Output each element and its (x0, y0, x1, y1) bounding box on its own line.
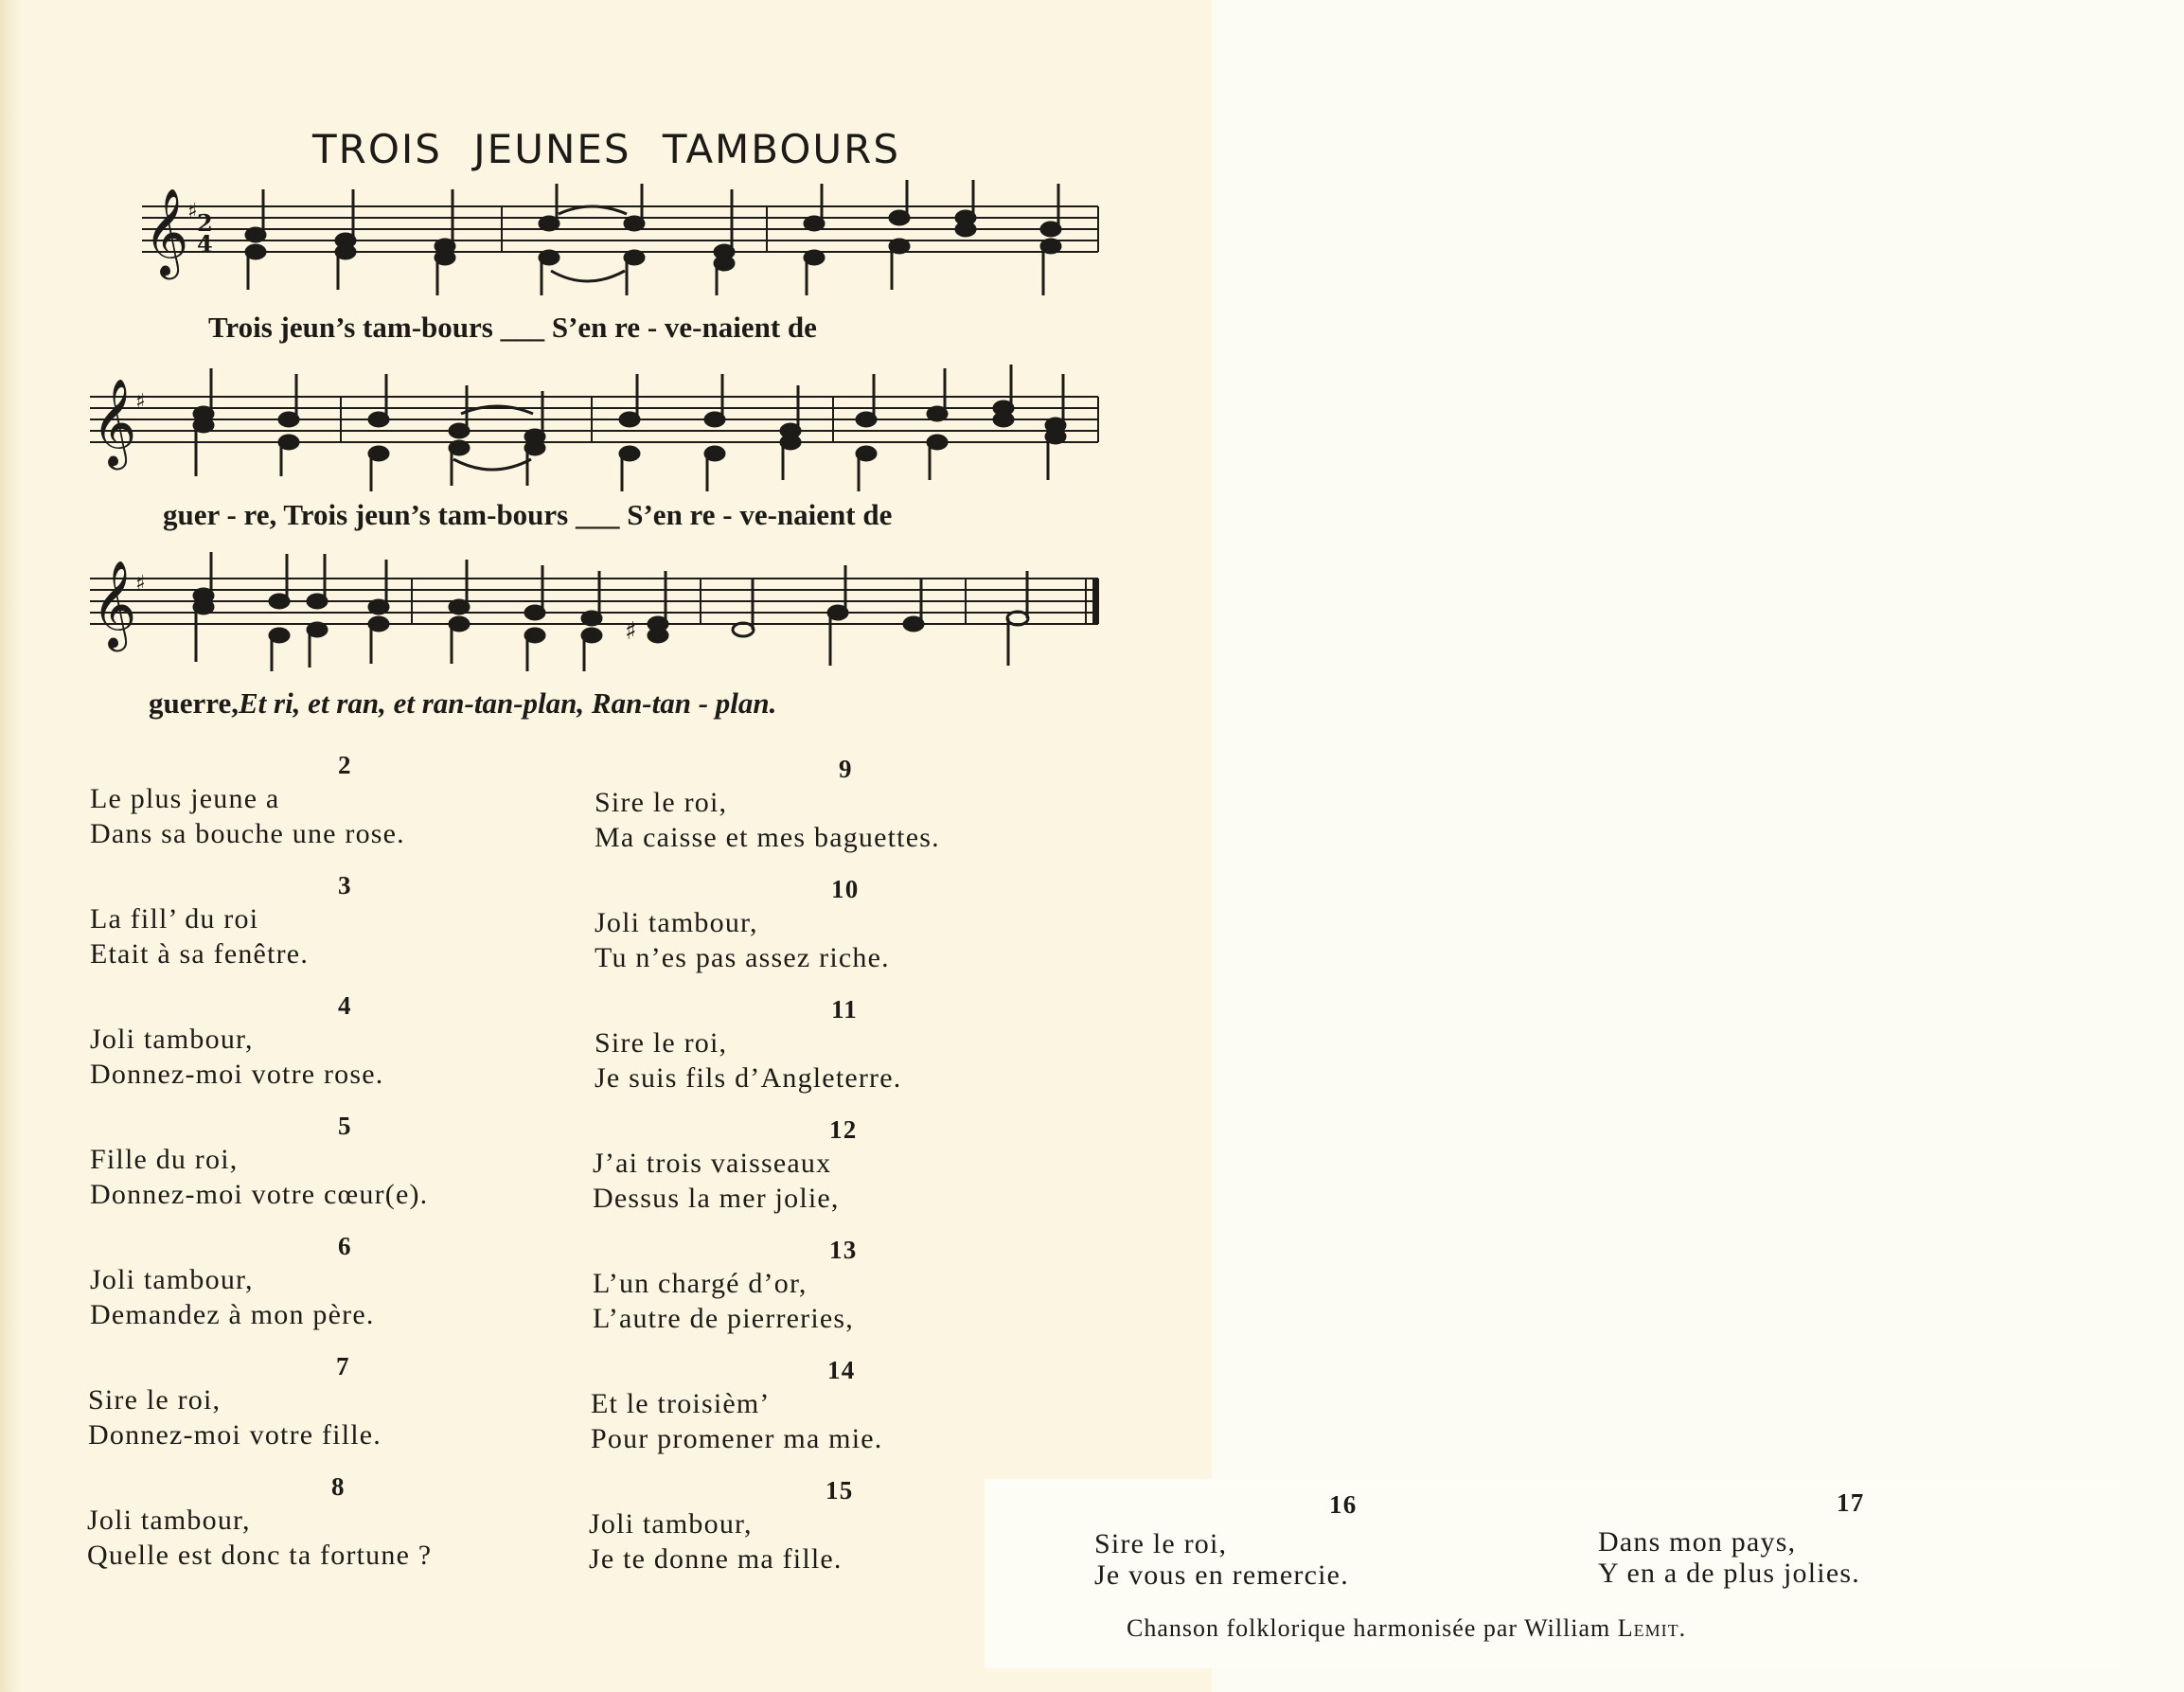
stanza-number: 13 (829, 1236, 858, 1264)
stanza-line: Donnez-moi votre cœur(e). (90, 1179, 429, 1210)
stanza-10 (595, 875, 890, 975)
svg-text:♯: ♯ (135, 390, 146, 414)
stanza-line: Sire le roi, (595, 1027, 728, 1059)
stanza-line: L’un chargé d’or, (593, 1268, 808, 1299)
stanza-number: 7 (336, 1352, 350, 1380)
svg-text:♯: ♯ (135, 572, 146, 596)
lyrics-line-1: Trois jeun’s tam-bours ___ S’en re - ve-naient de (208, 311, 817, 344)
svg-text:𝄞: 𝄞 (92, 560, 137, 648)
stanza-number: 8 (331, 1472, 346, 1501)
stanza-line: J’ai trois vaisseaux (593, 1148, 832, 1179)
stanza-number: 5 (338, 1112, 352, 1140)
stanza-line: Dans sa bouche une rose. (90, 818, 405, 849)
svg-text:𝄞: 𝄞 (92, 378, 137, 466)
stanza-number: 3 (338, 871, 352, 899)
stanza-line: Sire le roi, (88, 1384, 222, 1416)
stanza-line: L’autre de pierreries, (593, 1303, 854, 1334)
stanza-line: Quelle est donc ta fortune ? (87, 1540, 433, 1571)
stanza-line: Sire le roi, (595, 787, 728, 818)
stanza-line: Donnez-moi votre rose. (90, 1059, 384, 1090)
credit-surname: Lemit. (1617, 1614, 1687, 1642)
credit-line (1127, 1614, 1686, 1643)
stanza-7 (88, 1352, 382, 1452)
lyrics-line-3 (149, 686, 776, 721)
stanza-13 (593, 1236, 858, 1336)
song-title: TROIS JEUNES TAMBOURS (312, 126, 901, 172)
stanza-line: Demandez à mon père. (90, 1299, 375, 1330)
staff-system-2 (90, 365, 1108, 497)
stanza-number: 12 (829, 1115, 858, 1144)
stanza-line: Etait à sa fenêtre. (90, 938, 310, 970)
lyrics-line-3-plain: guerre, (149, 686, 239, 720)
stanza-line: Dessus la mer jolie, (593, 1183, 840, 1214)
stanza-line: La fill’ du roi (90, 903, 259, 935)
stanza-number: 6 (338, 1232, 352, 1260)
stanza-line: Joli tambour, (90, 1264, 254, 1295)
credit-text: Chanson folklorique harmonisée par William (1127, 1614, 1611, 1642)
stanza-number: 16 (1329, 1490, 1358, 1519)
svg-text:♯: ♯ (625, 617, 637, 646)
svg-text:4: 4 (197, 230, 213, 258)
stanza-line: Et le troisièm’ (591, 1388, 771, 1419)
stanza-number: 15 (826, 1476, 854, 1505)
stanza-6 (90, 1232, 375, 1332)
staff-system-1 (142, 180, 1108, 303)
stanza-number: 11 (831, 995, 858, 1024)
stanza-line: Je te donne ma fille. (589, 1543, 843, 1575)
stanza-line: Ma caisse et mes baguettes. (595, 822, 940, 853)
lyrics-line-2: guer - re, Trois jeun’s tam-bours ___ S’en re - ve-naient de (163, 498, 893, 531)
stanza-8 (87, 1472, 433, 1573)
stanza-5 (90, 1112, 429, 1212)
stanza-9 (595, 755, 940, 855)
svg-text:2: 2 (197, 209, 213, 237)
staff-system-3 (90, 544, 1108, 677)
stanza-line: Sire le roi, (1094, 1528, 1228, 1559)
stanza-number: 2 (338, 751, 352, 779)
stanza-4 (90, 991, 384, 1092)
stanza-line: Donnez-moi votre fille. (88, 1419, 382, 1451)
stanza-line: Je suis fils d’Angleterre. (595, 1062, 902, 1094)
lyrics-line-3-italic: Et ri, et ran, et ran-tan-plan, Ran-tan - plan. (238, 686, 777, 720)
stanza-line: Joli tambour, (87, 1505, 251, 1536)
stanza-number: 10 (831, 875, 860, 903)
stanza-number: 17 (1837, 1488, 1865, 1517)
stanza-number: 9 (839, 755, 853, 783)
stanza-line: Y en a de plus jolies. (1598, 1558, 1860, 1589)
stanza-3 (90, 871, 352, 971)
stanza-line: Tu n’es pas assez riche. (595, 942, 890, 973)
stanza-line: Dans mon pays, (1598, 1526, 1797, 1558)
stanza-line: Je vous en remercie. (1094, 1559, 1349, 1591)
stanza-16 (1094, 1490, 1358, 1593)
stanza-14 (591, 1356, 883, 1456)
stanza-line: Joli tambour, (595, 907, 758, 938)
stanza-12 (593, 1115, 858, 1216)
stanza-line: Joli tambour, (589, 1508, 753, 1540)
stanza-number: 4 (338, 991, 352, 1020)
stanza-17 (1598, 1488, 1865, 1591)
stanza-line: Pour promener ma mie. (591, 1423, 883, 1454)
stanza-2 (90, 751, 405, 851)
svg-text:♯: ♯ (187, 200, 198, 223)
stanza-11 (595, 995, 902, 1095)
svg-text:𝄞: 𝄞 (144, 187, 189, 276)
stanza-15 (589, 1476, 854, 1576)
stanza-line: Fille du roi, (90, 1144, 239, 1175)
stanza-number: 14 (827, 1356, 856, 1384)
stanza-line: Joli tambour, (90, 1024, 254, 1055)
stanza-line: Le plus jeune a (90, 783, 280, 814)
